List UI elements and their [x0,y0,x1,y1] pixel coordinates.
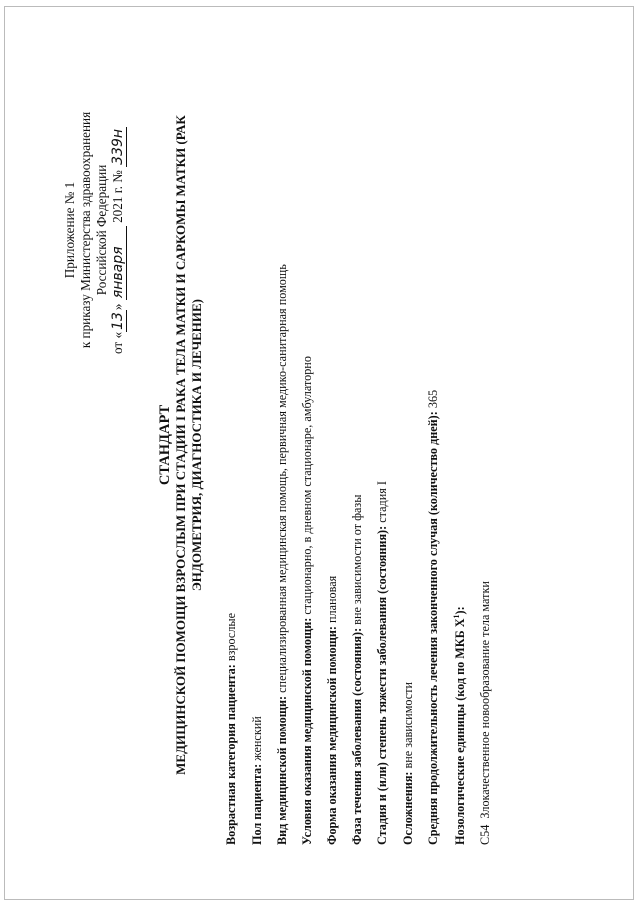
diagnosis-text: Злокачественное новообразование тела матки [478,581,492,819]
icd-code: C54 [478,824,492,845]
field-value: стадия I [375,481,389,526]
field-treatment-duration [426,390,441,845]
title-line-2: ЭНДОМЕТРИЯ, ДИАГНОСТИКА И ЛЕЧЕНИЕ) [189,298,204,592]
field-label: Стадия и (или) степень тяжести заболевания (состояния): [375,525,389,845]
document-title [157,45,205,845]
nosology-label-end: ): [453,606,468,615]
field-age-category [224,613,239,845]
field-complications [401,682,416,845]
field-value: стационарно, в дневном стационаре, амбулаторно [300,356,314,618]
field-label: Фаза течения заболевания (состояния): [350,627,364,845]
date-prefix: от « [110,331,125,354]
field-value: специализированная медицинская помощь, первичная медико-санитарная помощь [275,264,289,696]
field-disease-phase [350,495,365,845]
field-sex [250,716,265,845]
field-disease-stage [375,481,390,845]
title-line-1: МЕДИЦИНСКОЙ ПОМОЩИ ВЗРОСЛЫМ ПРИ СТАДИИ I РАКА ТЕЛА МАТКИ И САРКОМЫ МАТКИ (РАК [173,115,188,775]
field-care-type [275,264,290,845]
field-label: Осложнения: [401,771,415,845]
nosology-label [453,606,467,845]
nosology-label-text: Нозологические единицы (код по МКБ X [453,618,468,845]
field-value: вне зависимости [401,681,415,772]
date-mid: » [110,303,125,311]
nosology-heading [452,606,468,845]
appendix-number: Приложение № 1 [62,181,77,279]
field-label: Вид медицинской помощи: [275,695,289,845]
field-value: вне зависимости от фазы [350,494,364,628]
appendix-order-ref: к приказу Министерства здравоохранения [78,111,93,349]
field-value: женский [250,716,264,764]
appendix-federation: Российской Федерации [94,164,109,296]
field-label: Возрастная категория пациента: [224,664,238,845]
field-care-form [325,576,340,845]
title-standard: СТАНДАРТ [157,404,173,486]
field-label: Условия оказания медицинской помощи: [300,617,314,845]
handwritten-order-number: 339н [110,128,126,165]
appendix-date-line [110,100,127,360]
diagnosis-row [478,581,493,845]
field-label: Пол пациента: [250,763,264,845]
field-value: взрослые [224,612,238,665]
field-value: плановая [325,575,339,627]
field-value: 365 [426,389,440,412]
field-label: Форма оказания медицинской помощи: [325,626,339,845]
field-label: Средняя продолжительность лечения законченного случая (количество дней): [426,411,440,845]
year-text: 2021 г. № [110,170,125,223]
handwritten-month: января [110,226,127,300]
field-care-conditions [300,356,315,845]
handwritten-day: 13 [110,312,126,330]
footnote-marker: 1 [452,614,461,619]
appendix-block [62,100,127,360]
